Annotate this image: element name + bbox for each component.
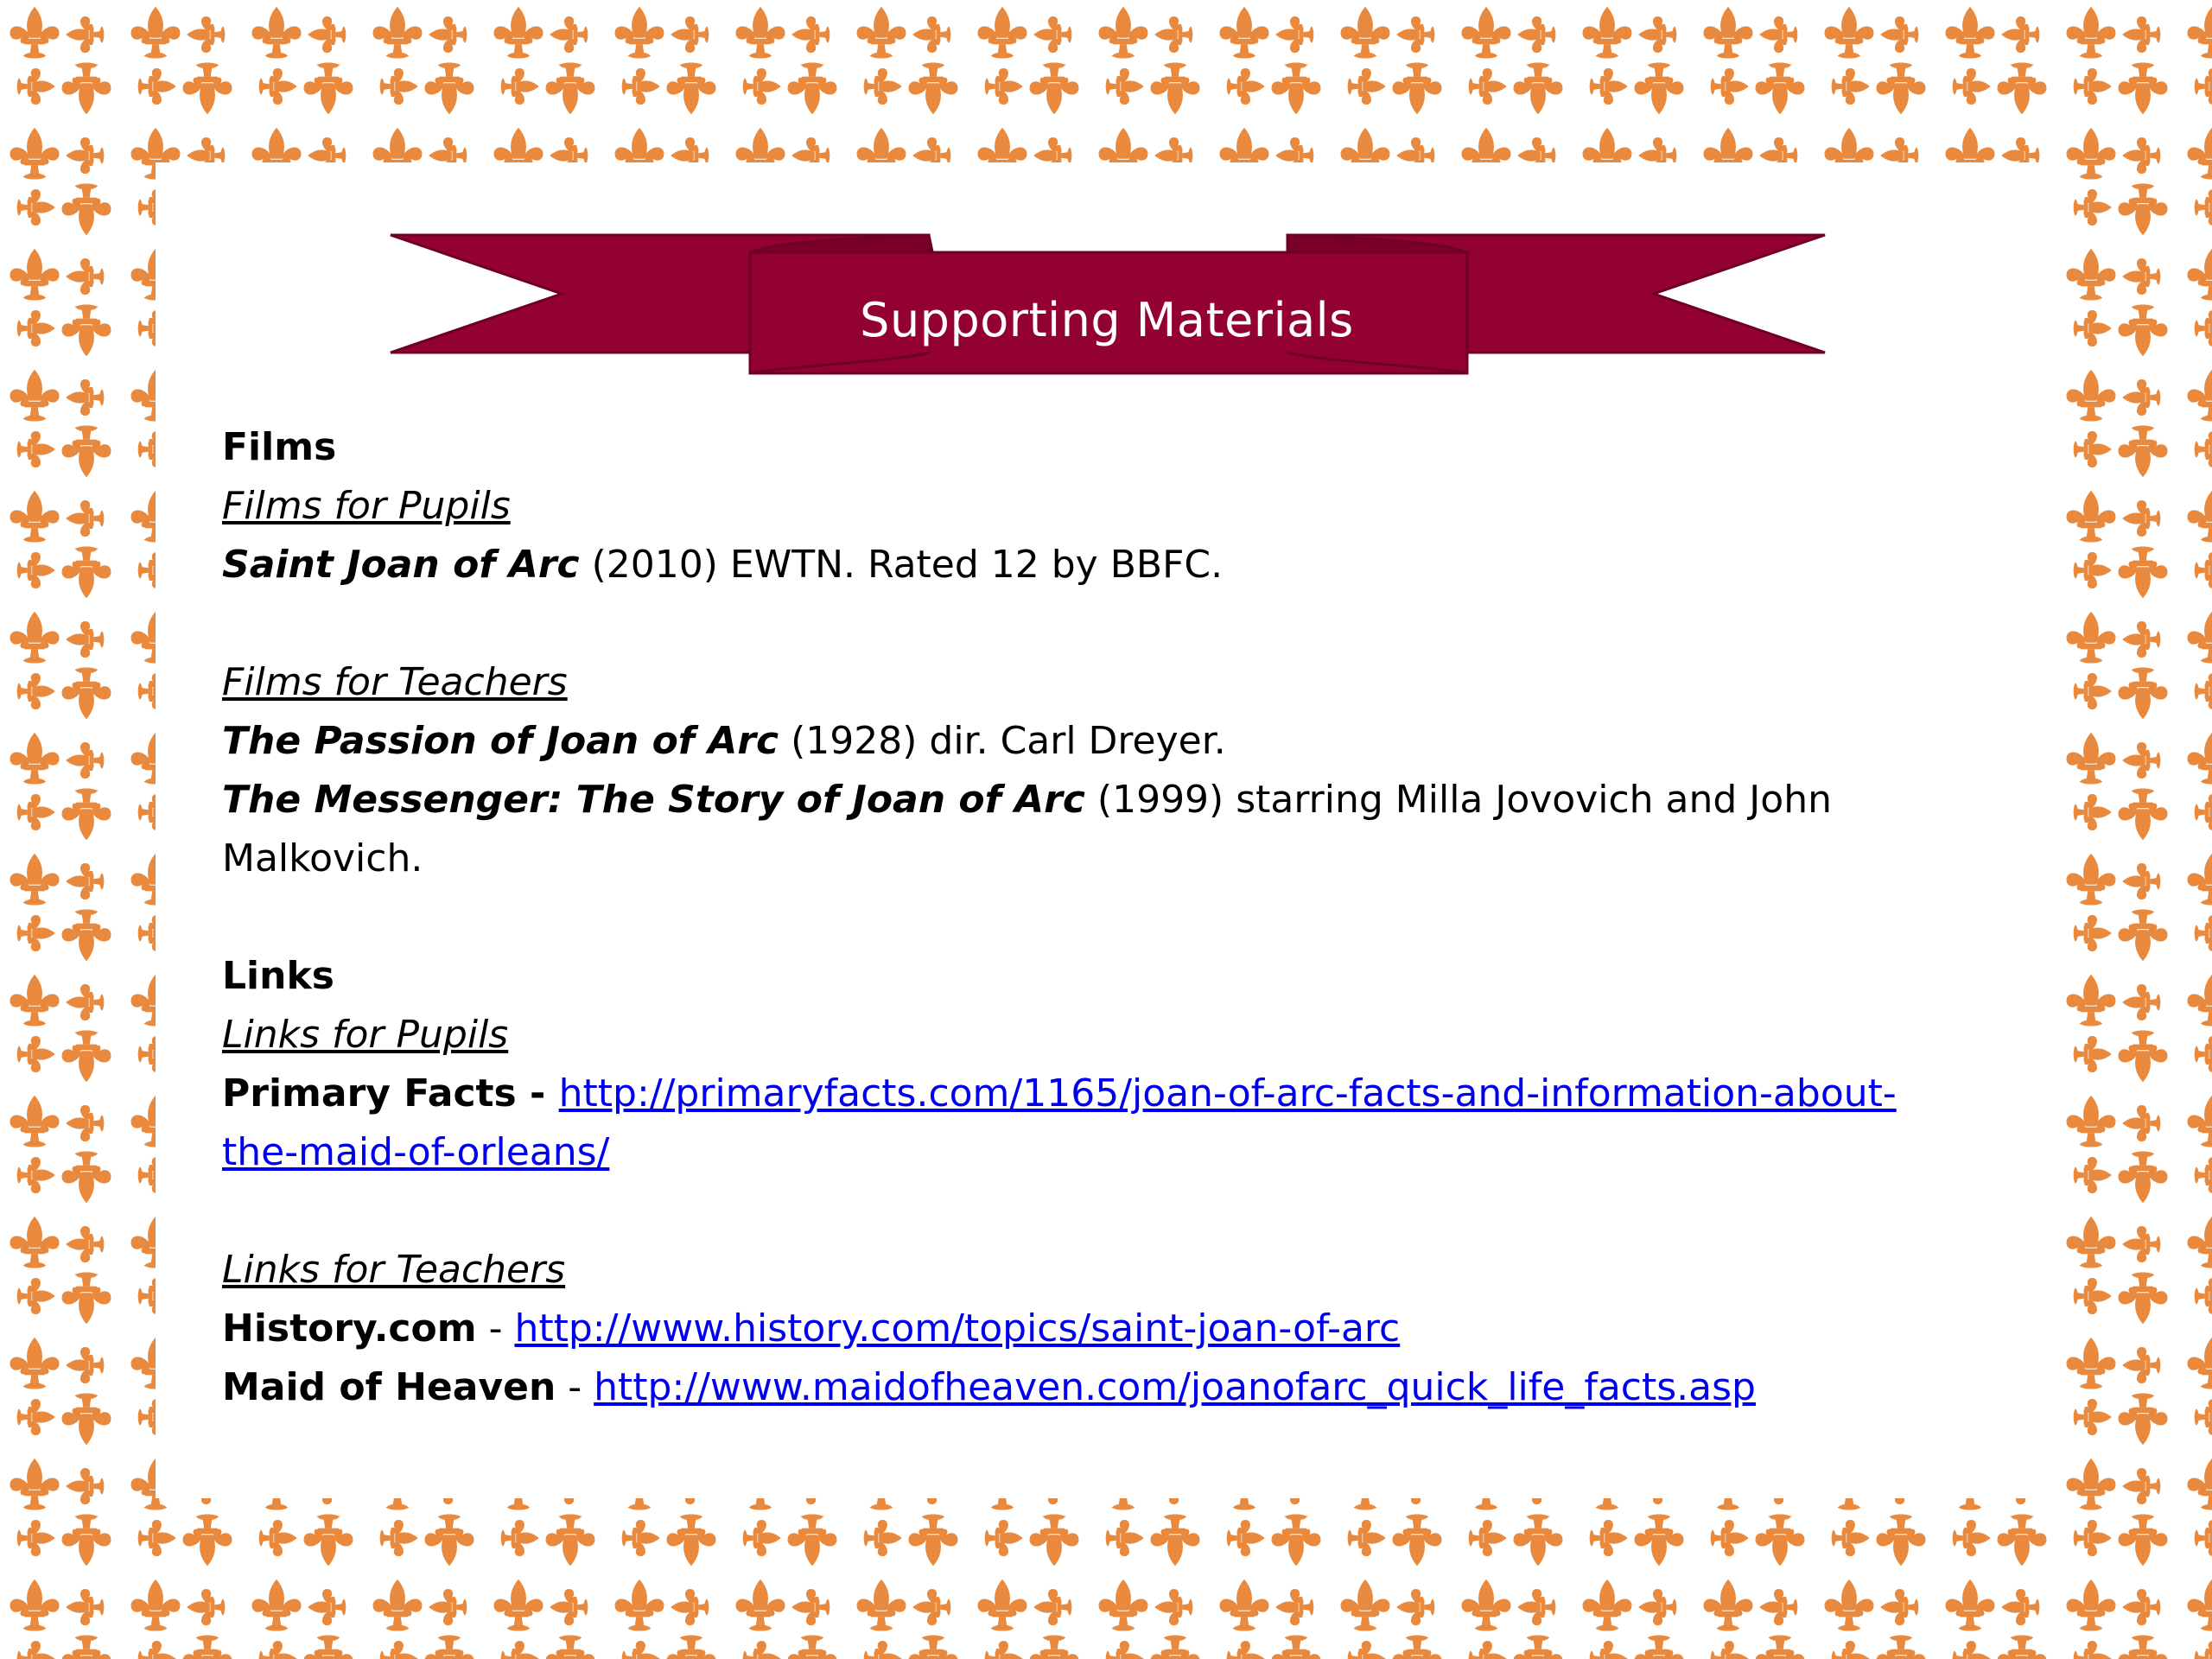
link-label: Primary Facts - — [222, 1071, 559, 1116]
film-details: (2010) EWTN. Rated 12 by BBFC. — [579, 543, 1224, 587]
links-heading: Links — [222, 954, 334, 998]
primary-facts-link[interactable]: http://primaryfacts.com/1165/joan-of-arc-facts-and-information-about- — [558, 1071, 1897, 1116]
spacer — [222, 594, 2019, 653]
link-item — [222, 1065, 2019, 1123]
film-details-continued: Malkovich. — [222, 836, 423, 880]
links-pupils-subheading: Links for Pupils — [222, 1013, 509, 1057]
link-item-continued — [222, 1123, 2019, 1182]
spacer — [222, 888, 2019, 947]
film-item — [222, 712, 2019, 771]
spacer — [222, 1182, 2019, 1241]
link-item — [222, 1300, 2019, 1358]
film-title: Saint Joan of Arc — [222, 543, 580, 587]
film-item — [222, 771, 2019, 830]
maid-of-heaven-link[interactable]: http://www.maidofheaven.com/joanofarc_quick_life_facts.asp — [594, 1365, 1756, 1409]
history-com-link[interactable]: http://www.history.com/topics/saint-joan-of-arc — [514, 1306, 1401, 1351]
film-title: The Passion of Joan of Arc — [222, 719, 779, 763]
film-details: (1999) starring Milla Jovovich and John — [1084, 778, 1832, 822]
link-label: History.com — [222, 1306, 477, 1351]
film-details: (1928) dir. Carl Dreyer. — [779, 719, 1226, 763]
film-item — [222, 536, 2019, 594]
links-teachers-subheading: Links for Teachers — [222, 1248, 566, 1292]
link-separator: - — [556, 1365, 594, 1409]
link-label: Maid of Heaven — [222, 1365, 556, 1409]
body-content — [222, 418, 2019, 1417]
films-heading: Films — [222, 425, 337, 469]
link-item — [222, 1358, 2019, 1417]
film-title: The Messenger: The Story of Joan of Arc — [222, 778, 1085, 822]
primary-facts-link-continued[interactable]: the-maid-of-orleans/ — [222, 1130, 610, 1174]
films-teachers-subheading: Films for Teachers — [222, 660, 568, 704]
banner-title: Supporting Materials — [860, 292, 1354, 347]
link-separator: - — [476, 1306, 515, 1351]
films-pupils-subheading: Films for Pupils — [222, 484, 511, 528]
